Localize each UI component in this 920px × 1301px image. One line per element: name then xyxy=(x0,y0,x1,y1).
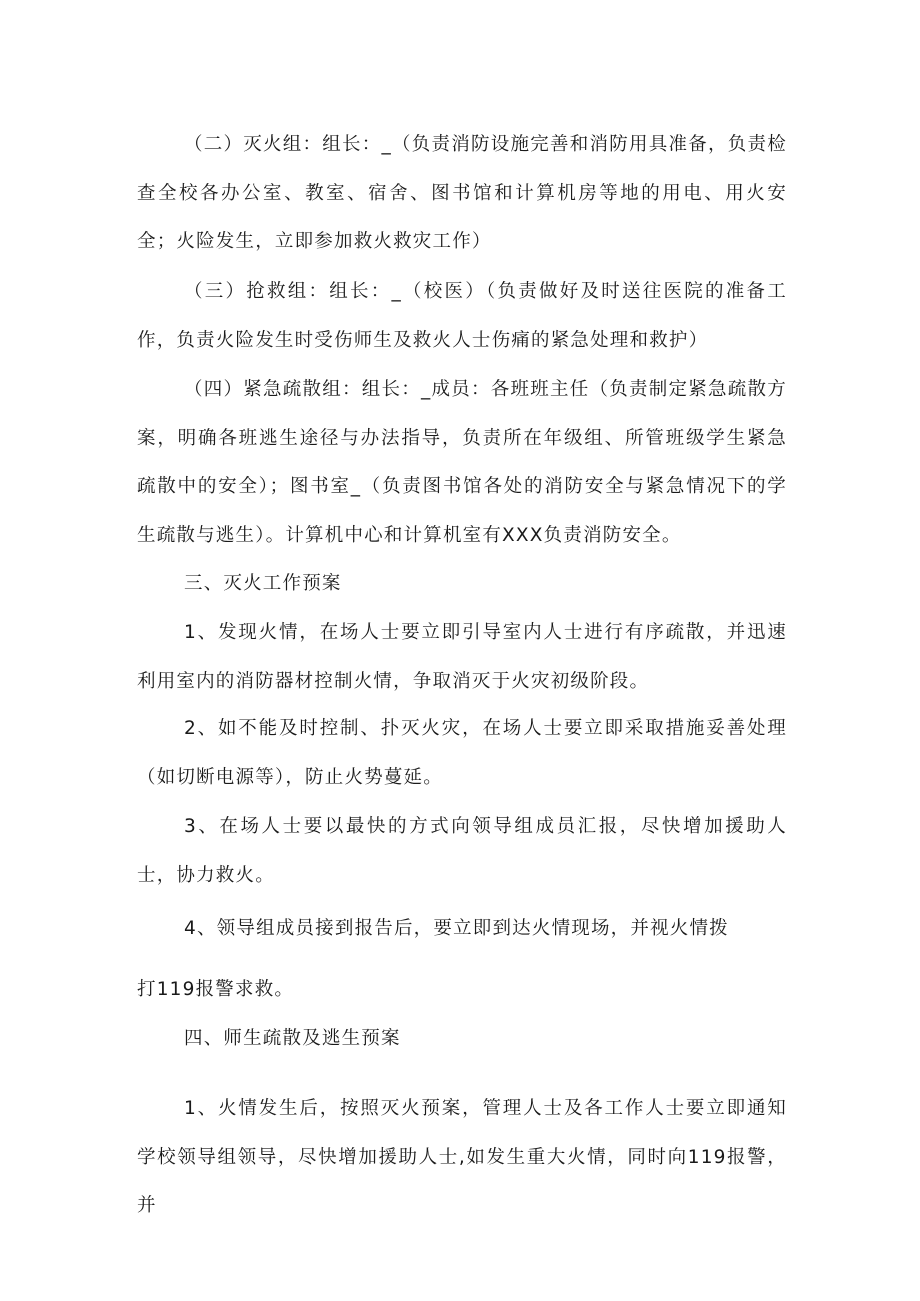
paragraph-item-2: 2、如不能及时控制、扑灭火灾，在场人士要立即采取措施妥善处理（如切断电源等），防止火势蔓延。 xyxy=(137,718,787,788)
section-heading-evacuation-plan: 四、师生疏散及逃生预案 xyxy=(184,1028,401,1049)
paragraph-item-4-line-2: 打119报警求救。 xyxy=(137,979,295,1000)
paragraph-item-1: 1、发现火情，在场人士要立即引导室内人士进行有序疏散，并迅速利用室内的消防器材控制火情，争取消灭于火灾初级阶段。 xyxy=(137,622,787,692)
section-heading-fire-plan: 三、灭火工作预案 xyxy=(184,573,342,594)
paragraph-evacuation-group: （四）紧急疏散组：组长：_成员：各班班主任（负责制定紧急疏散方案，明确各班逃生途径与办法指导，负责所在年级组、所管班级学生紧急疏散中的安全）；图书室_（负责图书馆各处的消防安全与紧急情况下的学生疏散与逃生）。计算机中心和计算机室有XXX负责消防安全。 xyxy=(137,379,787,546)
paragraph-evacuation-item-1: 1、火情发生后，按照灭火预案，管理人士及各工作人士要立即通知学校领导组领导，尽快增加援助人士,如发生重大火情，同时向119报警，并 xyxy=(137,1098,787,1216)
paragraph-rescue-group: （三）抢救组：组长：_（校医）（负责做好及时送往医院的准备工作，负责火险发生时受伤师生及救火人士伤痛的紧急处理和救护） xyxy=(137,281,787,351)
paragraph-item-4-line-1: 4、领导组成员接到报告后，要立即到达火情现场，并视火情拨 xyxy=(184,918,729,939)
paragraph-item-3: 3、在场人士要以最快的方式向领导组成员汇报，尽快增加援助人士，协力救火。 xyxy=(137,816,787,886)
paragraph-fire-fighting-group: （二）灭火组：组长：_（负责消防设施完善和消防用具准备，负责检查全校各办公室、教室、宿舍、图书馆和计算机房等地的用电、用火安全；火险发生，立即参加救火救灾工作） xyxy=(137,134,787,252)
